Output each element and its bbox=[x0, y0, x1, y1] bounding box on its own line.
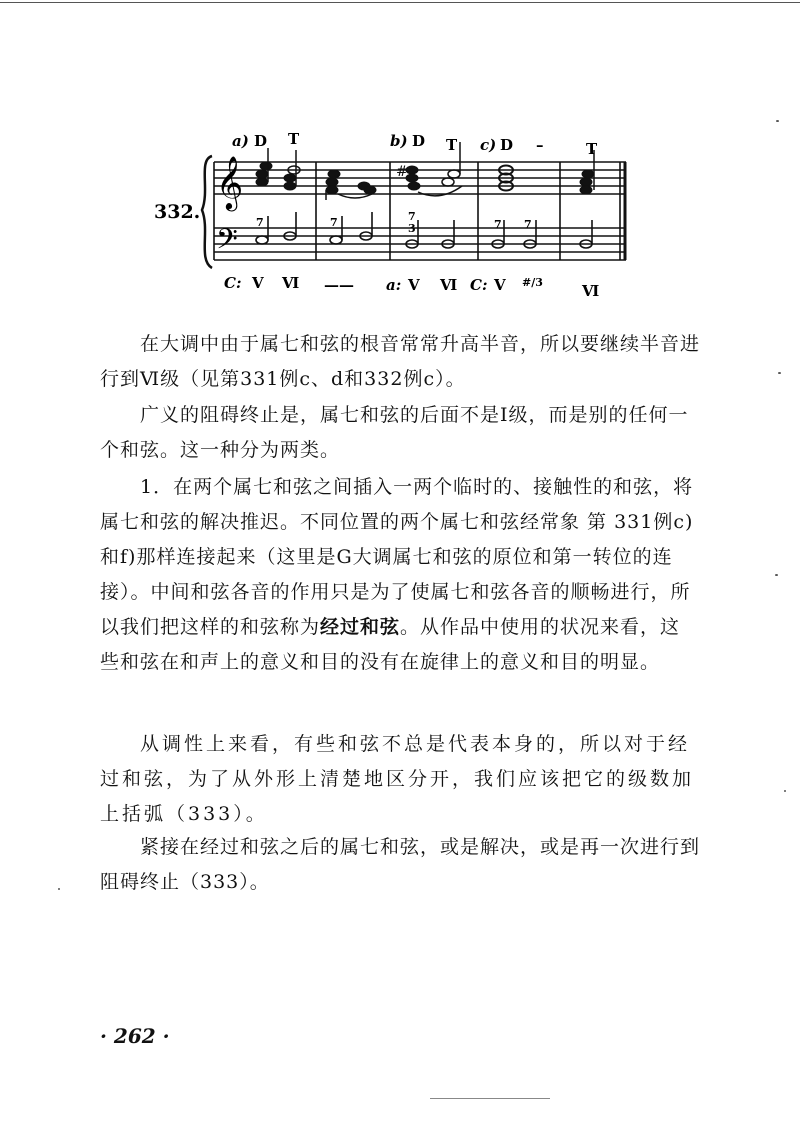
scan-mark bbox=[430, 1098, 550, 1099]
figure: 3 bbox=[408, 222, 416, 235]
label-b: b) bbox=[390, 132, 408, 150]
figure: 7 bbox=[494, 218, 502, 231]
label-d: D bbox=[500, 136, 514, 154]
paragraph-text: 1．在两个属七和弦之间插入一两个临时的、接触性的和弦，将属七和弦的解决推迟。不同位置的两个属七和弦经常象 第 331例c)和f)那样连接起来（这里是G大调属七和弦的原位和第一转位的连接）。中间和弦各音的作用只是为了使属七和弦各音的顺畅进行，所以我们把这样的和弦称为 bbox=[100, 476, 694, 638]
paragraph-passing-chords bbox=[100, 470, 700, 680]
scan-speck bbox=[784, 790, 786, 792]
degree-label: Ⅵ bbox=[282, 274, 300, 292]
treble-staff bbox=[214, 162, 626, 194]
svg-text:#: # bbox=[396, 164, 408, 180]
dash-label: —— bbox=[324, 276, 354, 294]
degree-label: V bbox=[494, 276, 506, 294]
term-passing-chord: 经过和弦 bbox=[320, 616, 401, 638]
label-a: a) bbox=[232, 132, 249, 150]
degree-label: V bbox=[252, 274, 264, 292]
label-d: D bbox=[412, 132, 426, 150]
figure: 7 bbox=[330, 216, 338, 229]
bass-notes bbox=[256, 212, 592, 248]
grand-staff-brace bbox=[202, 156, 212, 268]
degree-labels bbox=[224, 274, 599, 300]
label-t: T bbox=[446, 136, 458, 154]
paragraph-text: 紧接在经过和弦之后的属七和弦，或是解决，或是再一次进行到阻碍终止（333）。 bbox=[100, 836, 701, 893]
paragraph-tonality bbox=[100, 727, 700, 832]
scan-speck bbox=[776, 120, 779, 122]
degree-label: #/3 bbox=[522, 276, 543, 289]
label-d: D bbox=[254, 132, 268, 150]
scan-speck bbox=[775, 574, 778, 576]
paragraph-text: 从调性上来看，有些和弦不总是代表本身的，所以对于经过和弦，为了从外形上清楚地区分开，我们应该把它的级数加上括弧（333）。 bbox=[100, 733, 695, 825]
figured-bass bbox=[256, 210, 532, 235]
music-example-332 bbox=[150, 120, 640, 300]
key-label: C: bbox=[470, 276, 488, 294]
paragraph-major-key bbox=[100, 327, 700, 397]
paragraph-text: 在大调中由于属七和弦的根音常常升高半音，所以要继续半音进行到Ⅵ级（见第331例c、d和332例c）。 bbox=[100, 333, 701, 390]
paragraph-resolution bbox=[100, 830, 700, 900]
key-label: C: bbox=[224, 274, 242, 292]
figure: 7 bbox=[524, 218, 532, 231]
degree-label: V bbox=[408, 276, 420, 294]
label-c: c) bbox=[480, 136, 497, 154]
key-label: a: bbox=[386, 276, 402, 294]
label-dash: – bbox=[536, 136, 544, 154]
treble-clef-icon: 𝄞 bbox=[216, 155, 244, 209]
figure: 7 bbox=[256, 216, 264, 229]
barlines bbox=[214, 162, 625, 260]
bass-staff bbox=[214, 228, 626, 260]
example-number: 332. bbox=[154, 201, 201, 223]
label-t: T bbox=[288, 130, 300, 148]
degree-label: Ⅵ bbox=[440, 276, 458, 294]
figure: 7 bbox=[408, 210, 416, 223]
scan-speck bbox=[778, 372, 781, 374]
function-labels bbox=[232, 130, 598, 158]
scan-speck bbox=[58, 888, 60, 890]
degree-label: Ⅵ bbox=[582, 282, 600, 300]
paragraph-text: 。从作品中使用的状况来看，这些和弦在和声上的意义和目的没有在旋律上的意义和目的明显。 bbox=[100, 616, 681, 673]
top-border-line bbox=[0, 2, 800, 3]
page-number: · 262 · bbox=[100, 1024, 170, 1048]
label-t: T bbox=[586, 140, 598, 158]
paragraph-text: 广义的阻碍终止是，属七和弦的后面不是Ⅰ级，而是别的任何一个和弦。这一种分为两类。 bbox=[100, 404, 689, 461]
bass-clef-icon: 𝄢 bbox=[216, 223, 238, 263]
paragraph-deceptive-cadence bbox=[100, 398, 700, 468]
